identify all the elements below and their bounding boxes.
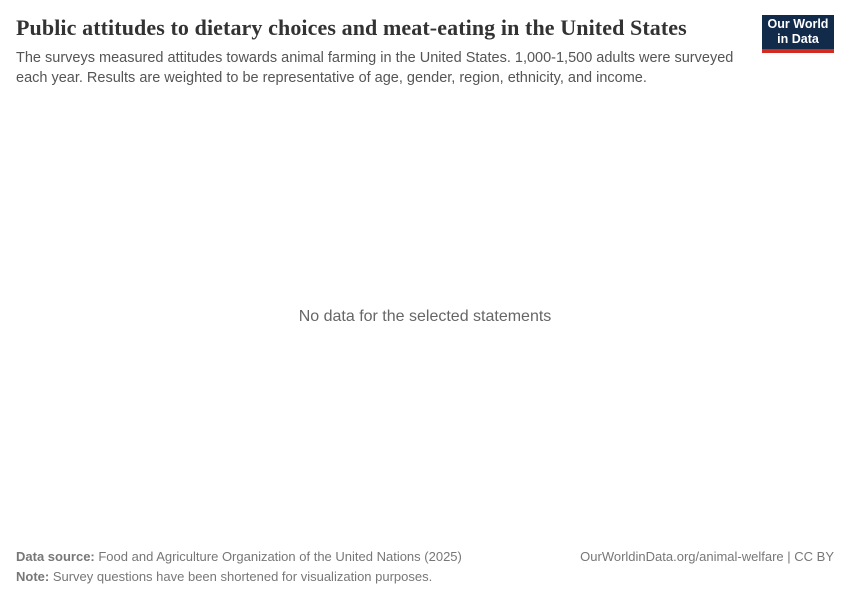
chart-subtitle: The surveys measured attitudes towards animal farming in the United States. 1,000-1,500 adults were surveyed each year. Results are weighted to be representative of age, gender, region, ethnicity, and income.	[16, 50, 734, 86]
owid-logo[interactable]	[762, 15, 834, 53]
chart-title: Public attitudes to dietary choices and meat-eating in the United States	[16, 15, 687, 40]
chart-area	[0, 88, 850, 547]
note-line	[16, 567, 462, 587]
chart-header	[0, 0, 850, 88]
data-source-value: Food and Agriculture Organization of the United Nations (2025)	[94, 549, 462, 564]
header-text	[16, 15, 762, 88]
owid-link[interactable]: OurWorldinData.org/animal-welfare | CC BY	[580, 549, 834, 564]
data-source-label: Data source:	[16, 549, 95, 564]
owid-logo-line1: Our World	[767, 17, 829, 31]
no-data-message: No data for the selected statements	[298, 308, 552, 326]
owid-logo-line2: in Data	[777, 32, 819, 46]
note-value: Survey questions have been shortened for visualization purposes.	[49, 568, 433, 584]
note-label: Note:	[16, 568, 50, 584]
data-source-line[interactable]	[16, 547, 462, 567]
chart-footer	[0, 547, 850, 600]
footer-left	[16, 547, 462, 586]
